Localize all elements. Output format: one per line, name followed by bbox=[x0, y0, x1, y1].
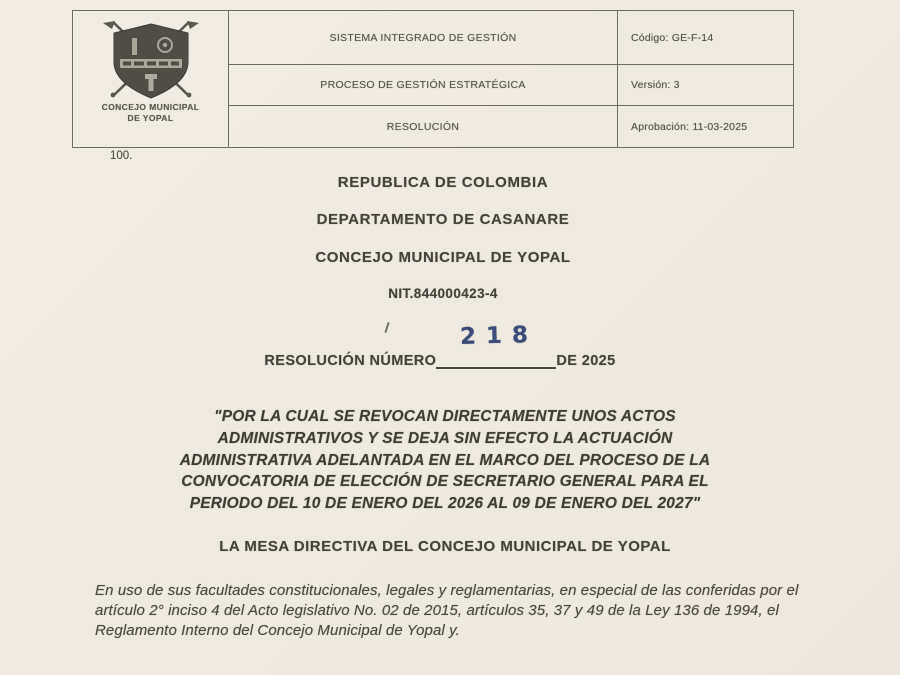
header-title-doc-type: RESOLUCIÓN bbox=[229, 106, 618, 147]
header-title-process: PROCESO DE GESTIÓN ESTRATÉGICA bbox=[229, 65, 618, 105]
council-logo-line2: DE YOPAL bbox=[127, 112, 174, 123]
scan-artifact-mark bbox=[384, 322, 389, 333]
letterhead-entity: CONCEJO MUNICIPAL DE YOPAL bbox=[315, 249, 571, 266]
header-title-sig: SISTEMA INTEGRADO DE GESTIÓN bbox=[229, 11, 618, 64]
letterhead-nit: NIT.844000423-4 bbox=[388, 286, 498, 301]
council-logo-cell bbox=[73, 11, 229, 147]
resolution-number-blank bbox=[436, 321, 556, 369]
council-logo-caption bbox=[102, 102, 200, 123]
subject-line: "POR LA CUAL SE REVOCAN DIRECTAMENTE UNOS ACTOS bbox=[214, 408, 676, 425]
subject-line: PERIODO DEL 10 DE ENERO DEL 2026 AL 09 DE ENERO DEL 2027" bbox=[189, 495, 701, 513]
council-crest-icon bbox=[95, 16, 207, 100]
resolution-prefix: RESOLUCIÓN NÚMERO bbox=[264, 353, 437, 369]
handwritten-resolution-number: 218 bbox=[460, 321, 539, 350]
header-row-process bbox=[229, 65, 793, 106]
preamble-paragraph: En uso de sus facultades constitucionales, legales y reglamentarias, en especial de las conferidas por el artículo 2° inciso 4 del Acto legislativo No. 02 de 2015, artículos 35, 37 y 49 de la Ley 136 de 1994, el Reglamento Interno del Concejo Municipal de Yopal y. bbox=[95, 582, 799, 639]
resolution-number-line bbox=[0, 321, 880, 369]
header-code-value: Código: GE-F-14 bbox=[631, 31, 714, 44]
council-logo-line1: CONCEJO MUNICIPAL bbox=[101, 102, 200, 112]
header-row-doc-type bbox=[229, 106, 793, 147]
header-meta-rows bbox=[229, 11, 793, 147]
subject-line: ADMINISTRATIVA ADELANTADA EN EL MARCO DEL PROCESO DE LA bbox=[179, 451, 711, 469]
subject-line: ADMINISTRATIVOS Y SE DEJA SIN EFECTO LA ACTUACIÓN bbox=[217, 429, 673, 447]
header-approval-value: Aprobación: 11-03-2025 bbox=[631, 120, 748, 133]
header-version-value: Versión: 3 bbox=[631, 79, 680, 91]
resolution-subject bbox=[70, 406, 820, 515]
letterhead-department: DEPARTAMENTO DE CASANARE bbox=[316, 211, 570, 228]
filing-code: 100. bbox=[110, 150, 133, 162]
issuing-authority: LA MESA DIRECTIVA DEL CONCEJO MUNICIPAL DE YOPAL bbox=[219, 538, 671, 555]
resolution-suffix: DE 2025 bbox=[556, 353, 616, 369]
document-header-table bbox=[72, 10, 794, 148]
letterhead-country: REPUBLICA DE COLOMBIA bbox=[337, 174, 549, 191]
header-row-sig bbox=[229, 11, 793, 65]
subject-line: CONVOCATORIA DE ELECCIÓN DE SECRETARIO GENERAL PARA EL bbox=[181, 473, 709, 491]
